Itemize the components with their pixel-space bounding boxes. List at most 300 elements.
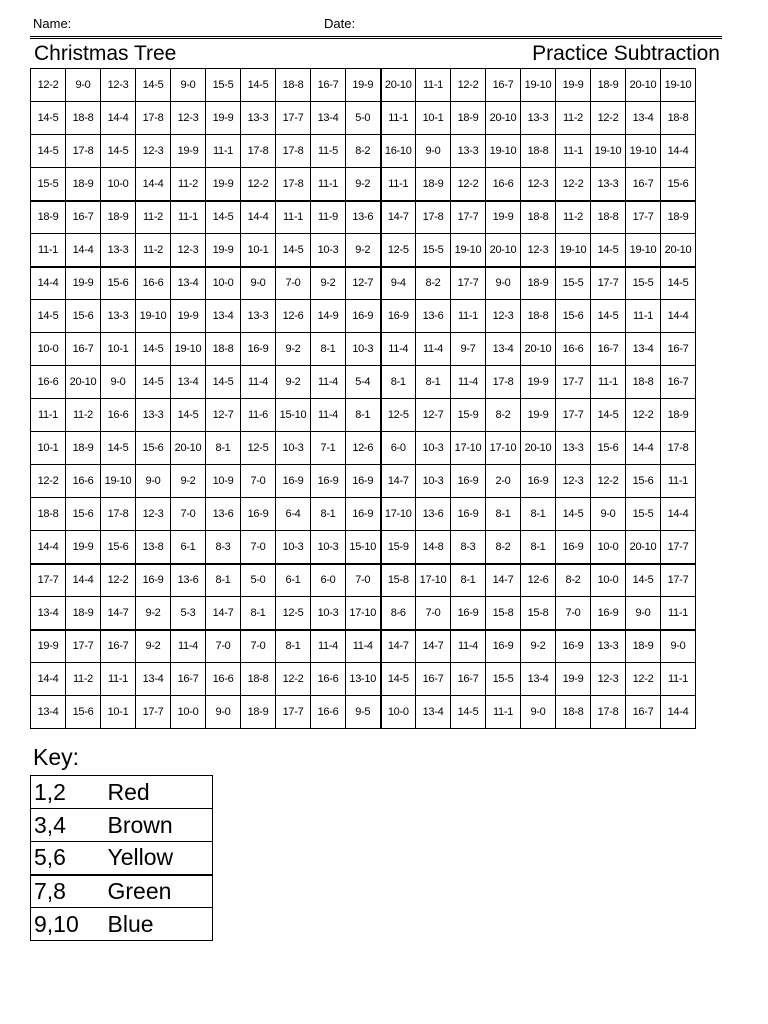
problem-cell[interactable]: 16-6 xyxy=(66,465,101,498)
problem-cell[interactable]: 20-10 xyxy=(661,234,696,267)
problem-cell[interactable]: 8-1 xyxy=(206,432,241,465)
problem-cell[interactable]: 13-4 xyxy=(171,267,206,300)
problem-cell[interactable]: 11-4 xyxy=(416,333,451,366)
problem-cell[interactable]: 8-1 xyxy=(381,366,416,399)
problem-cell[interactable]: 13-8 xyxy=(136,531,171,564)
problem-cell[interactable]: 14-5 xyxy=(136,366,171,399)
problem-cell[interactable]: 9-2 xyxy=(276,333,311,366)
problem-cell[interactable]: 8-2 xyxy=(556,564,591,597)
problem-cell[interactable]: 8-1 xyxy=(416,366,451,399)
problem-cell[interactable]: 13-3 xyxy=(241,102,276,135)
problem-cell[interactable]: 15-6 xyxy=(101,531,136,564)
problem-cell[interactable]: 9-2 xyxy=(171,465,206,498)
problem-cell[interactable]: 7-0 xyxy=(206,630,241,663)
problem-cell[interactable]: 12-2 xyxy=(626,663,661,696)
problem-cell[interactable]: 13-4 xyxy=(521,663,556,696)
problem-cell[interactable]: 16-10 xyxy=(381,135,416,168)
problem-cell[interactable]: 11-4 xyxy=(381,333,416,366)
problem-cell[interactable]: 19-9 xyxy=(206,234,241,267)
problem-cell[interactable]: 16-7 xyxy=(661,366,696,399)
problem-cell[interactable]: 15-10 xyxy=(276,399,311,432)
problem-cell[interactable]: 16-6 xyxy=(311,663,346,696)
problem-cell[interactable]: 12-7 xyxy=(206,399,241,432)
problem-cell[interactable]: 16-7 xyxy=(451,663,486,696)
problem-cell[interactable]: 14-4 xyxy=(661,696,696,729)
problem-cell[interactable]: 8-1 xyxy=(346,399,381,432)
problem-cell[interactable]: 9-4 xyxy=(381,267,416,300)
problem-cell[interactable]: 15-5 xyxy=(31,168,66,201)
problem-cell[interactable]: 14-5 xyxy=(31,300,66,333)
problem-cell[interactable]: 14-7 xyxy=(381,201,416,234)
problem-cell[interactable]: 11-1 xyxy=(31,399,66,432)
problem-cell[interactable]: 16-9 xyxy=(241,498,276,531)
problem-cell[interactable]: 14-5 xyxy=(31,135,66,168)
problem-cell[interactable]: 7-0 xyxy=(556,597,591,630)
problem-cell[interactable]: 13-4 xyxy=(486,333,521,366)
problem-cell[interactable]: 14-4 xyxy=(31,531,66,564)
problem-cell[interactable]: 17-8 xyxy=(276,168,311,201)
problem-cell[interactable]: 19-10 xyxy=(451,234,486,267)
problem-cell[interactable]: 14-5 xyxy=(136,69,171,102)
problem-cell[interactable]: 8-1 xyxy=(206,564,241,597)
problem-cell[interactable]: 9-0 xyxy=(521,696,556,729)
problem-cell[interactable]: 14-5 xyxy=(206,366,241,399)
problem-cell[interactable]: 14-5 xyxy=(556,498,591,531)
problem-cell[interactable]: 14-4 xyxy=(66,564,101,597)
problem-cell[interactable]: 12-5 xyxy=(241,432,276,465)
problem-cell[interactable]: 18-8 xyxy=(521,135,556,168)
problem-cell[interactable]: 17-7 xyxy=(661,564,696,597)
problem-cell[interactable]: 19-9 xyxy=(486,201,521,234)
problem-cell[interactable]: 9-2 xyxy=(311,267,346,300)
problem-cell[interactable]: 17-7 xyxy=(31,564,66,597)
problem-cell[interactable]: 16-7 xyxy=(626,696,661,729)
problem-cell[interactable]: 14-7 xyxy=(486,564,521,597)
problem-cell[interactable]: 12-2 xyxy=(556,168,591,201)
problem-cell[interactable]: 11-1 xyxy=(661,597,696,630)
problem-cell[interactable]: 20-10 xyxy=(381,69,416,102)
problem-cell[interactable]: 19-9 xyxy=(206,168,241,201)
problem-cell[interactable]: 11-2 xyxy=(171,168,206,201)
problem-cell[interactable]: 17-8 xyxy=(241,135,276,168)
problem-cell[interactable]: 12-5 xyxy=(381,234,416,267)
problem-cell[interactable]: 7-0 xyxy=(171,498,206,531)
problem-cell[interactable]: 11-1 xyxy=(661,663,696,696)
problem-cell[interactable]: 11-1 xyxy=(451,300,486,333)
problem-cell[interactable]: 10-3 xyxy=(416,432,451,465)
problem-cell[interactable]: 13-4 xyxy=(136,663,171,696)
problem-cell[interactable]: 17-7 xyxy=(66,630,101,663)
problem-cell[interactable]: 14-5 xyxy=(101,135,136,168)
problem-cell[interactable]: 18-8 xyxy=(66,102,101,135)
problem-cell[interactable]: 18-9 xyxy=(591,69,626,102)
problem-cell[interactable]: 14-7 xyxy=(381,465,416,498)
problem-cell[interactable]: 10-1 xyxy=(416,102,451,135)
problem-cell[interactable]: 9-2 xyxy=(136,597,171,630)
problem-cell[interactable]: 11-1 xyxy=(591,366,626,399)
problem-cell[interactable]: 13-6 xyxy=(346,201,381,234)
problem-cell[interactable]: 12-2 xyxy=(626,399,661,432)
problem-cell[interactable]: 14-5 xyxy=(171,399,206,432)
problem-cell[interactable]: 10-3 xyxy=(276,432,311,465)
problem-cell[interactable]: 10-0 xyxy=(31,333,66,366)
problem-cell[interactable]: 13-4 xyxy=(626,102,661,135)
problem-cell[interactable]: 11-1 xyxy=(101,663,136,696)
problem-cell[interactable]: 18-8 xyxy=(521,300,556,333)
problem-cell[interactable]: 13-3 xyxy=(101,234,136,267)
problem-cell[interactable]: 10-0 xyxy=(206,267,241,300)
problem-cell[interactable]: 13-4 xyxy=(311,102,346,135)
problem-cell[interactable]: 7-0 xyxy=(276,267,311,300)
problem-cell[interactable]: 16-7 xyxy=(101,630,136,663)
problem-cell[interactable]: 15-6 xyxy=(556,300,591,333)
problem-cell[interactable]: 13-3 xyxy=(101,300,136,333)
problem-cell[interactable]: 12-3 xyxy=(136,135,171,168)
problem-cell[interactable]: 14-8 xyxy=(416,531,451,564)
problem-cell[interactable]: 16-9 xyxy=(486,630,521,663)
problem-cell[interactable]: 12-3 xyxy=(521,234,556,267)
problem-cell[interactable]: 17-7 xyxy=(276,102,311,135)
problem-cell[interactable]: 19-9 xyxy=(66,267,101,300)
problem-cell[interactable]: 16-6 xyxy=(556,333,591,366)
problem-cell[interactable]: 13-6 xyxy=(416,498,451,531)
problem-cell[interactable]: 13-4 xyxy=(31,696,66,729)
problem-cell[interactable]: 11-9 xyxy=(311,201,346,234)
problem-cell[interactable]: 16-6 xyxy=(31,366,66,399)
problem-cell[interactable]: 19-9 xyxy=(206,102,241,135)
problem-cell[interactable]: 10-0 xyxy=(101,168,136,201)
problem-cell[interactable]: 15-10 xyxy=(346,531,381,564)
problem-cell[interactable]: 20-10 xyxy=(626,531,661,564)
problem-cell[interactable]: 11-1 xyxy=(171,201,206,234)
problem-cell[interactable]: 16-9 xyxy=(346,465,381,498)
problem-cell[interactable]: 9-0 xyxy=(591,498,626,531)
problem-cell[interactable]: 18-8 xyxy=(591,201,626,234)
problem-cell[interactable]: 9-5 xyxy=(346,696,381,729)
problem-cell[interactable]: 17-8 xyxy=(136,102,171,135)
problem-cell[interactable]: 18-8 xyxy=(661,102,696,135)
problem-cell[interactable]: 10-3 xyxy=(416,465,451,498)
problem-cell[interactable]: 14-7 xyxy=(416,630,451,663)
problem-cell[interactable]: 16-9 xyxy=(451,597,486,630)
problem-cell[interactable]: 10-0 xyxy=(591,531,626,564)
problem-cell[interactable]: 18-8 xyxy=(276,69,311,102)
problem-cell[interactable]: 19-10 xyxy=(626,135,661,168)
problem-cell[interactable]: 10-3 xyxy=(346,333,381,366)
problem-cell[interactable]: 12-2 xyxy=(591,465,626,498)
problem-cell[interactable]: 11-4 xyxy=(311,366,346,399)
problem-cell[interactable]: 19-9 xyxy=(171,135,206,168)
problem-cell[interactable]: 20-10 xyxy=(486,102,521,135)
problem-cell[interactable]: 10-9 xyxy=(206,465,241,498)
problem-cell[interactable]: 14-5 xyxy=(591,300,626,333)
problem-cell[interactable]: 9-0 xyxy=(101,366,136,399)
problem-cell[interactable]: 16-7 xyxy=(661,333,696,366)
problem-cell[interactable]: 17-7 xyxy=(451,267,486,300)
problem-cell[interactable]: 14-5 xyxy=(591,399,626,432)
problem-cell[interactable]: 14-5 xyxy=(381,663,416,696)
problem-cell[interactable]: 14-5 xyxy=(591,234,626,267)
problem-cell[interactable]: 11-6 xyxy=(241,399,276,432)
problem-cell[interactable]: 13-3 xyxy=(521,102,556,135)
problem-cell[interactable]: 13-3 xyxy=(241,300,276,333)
problem-cell[interactable]: 14-4 xyxy=(31,663,66,696)
problem-cell[interactable]: 6-4 xyxy=(276,498,311,531)
problem-cell[interactable]: 12-5 xyxy=(381,399,416,432)
problem-cell[interactable]: 17-8 xyxy=(66,135,101,168)
problem-cell[interactable]: 11-5 xyxy=(311,135,346,168)
problem-cell[interactable]: 12-3 xyxy=(521,168,556,201)
problem-cell[interactable]: 10-1 xyxy=(101,333,136,366)
problem-cell[interactable]: 10-0 xyxy=(381,696,416,729)
problem-cell[interactable]: 15-6 xyxy=(661,168,696,201)
problem-cell[interactable]: 11-4 xyxy=(311,630,346,663)
problem-cell[interactable]: 18-9 xyxy=(101,201,136,234)
problem-cell[interactable]: 19-10 xyxy=(136,300,171,333)
problem-cell[interactable]: 11-2 xyxy=(556,201,591,234)
problem-cell[interactable]: 17-7 xyxy=(591,267,626,300)
problem-cell[interactable]: 14-4 xyxy=(626,432,661,465)
problem-cell[interactable]: 9-2 xyxy=(521,630,556,663)
problem-cell[interactable]: 16-9 xyxy=(556,531,591,564)
problem-cell[interactable]: 16-7 xyxy=(591,333,626,366)
problem-cell[interactable]: 13-4 xyxy=(626,333,661,366)
problem-cell[interactable]: 8-1 xyxy=(486,498,521,531)
problem-cell[interactable]: 6-1 xyxy=(276,564,311,597)
problem-cell[interactable]: 15-5 xyxy=(626,498,661,531)
problem-cell[interactable]: 13-3 xyxy=(556,432,591,465)
problem-cell[interactable]: 16-7 xyxy=(66,201,101,234)
problem-cell[interactable]: 8-1 xyxy=(521,531,556,564)
problem-cell[interactable]: 16-9 xyxy=(276,465,311,498)
problem-cell[interactable]: 17-8 xyxy=(416,201,451,234)
problem-cell[interactable]: 12-6 xyxy=(346,432,381,465)
problem-cell[interactable]: 10-3 xyxy=(311,234,346,267)
problem-cell[interactable]: 7-0 xyxy=(241,465,276,498)
problem-cell[interactable]: 8-1 xyxy=(276,630,311,663)
problem-cell[interactable]: 14-5 xyxy=(451,696,486,729)
problem-cell[interactable]: 17-7 xyxy=(451,201,486,234)
problem-cell[interactable]: 11-1 xyxy=(556,135,591,168)
problem-cell[interactable]: 5-3 xyxy=(171,597,206,630)
problem-cell[interactable]: 12-6 xyxy=(521,564,556,597)
problem-cell[interactable]: 8-2 xyxy=(416,267,451,300)
problem-cell[interactable]: 11-2 xyxy=(66,399,101,432)
problem-cell[interactable]: 11-1 xyxy=(276,201,311,234)
problem-cell[interactable]: 13-3 xyxy=(136,399,171,432)
problem-cell[interactable]: 18-9 xyxy=(521,267,556,300)
problem-cell[interactable]: 10-1 xyxy=(241,234,276,267)
problem-cell[interactable]: 11-1 xyxy=(381,102,416,135)
problem-cell[interactable]: 12-3 xyxy=(171,102,206,135)
problem-cell[interactable]: 9-0 xyxy=(206,696,241,729)
problem-cell[interactable]: 15-8 xyxy=(521,597,556,630)
problem-cell[interactable]: 10-3 xyxy=(276,531,311,564)
problem-cell[interactable]: 14-5 xyxy=(241,69,276,102)
problem-cell[interactable]: 17-7 xyxy=(136,696,171,729)
problem-cell[interactable]: 18-8 xyxy=(206,333,241,366)
problem-cell[interactable]: 11-4 xyxy=(451,366,486,399)
problem-cell[interactable]: 13-4 xyxy=(416,696,451,729)
problem-cell[interactable]: 11-2 xyxy=(136,201,171,234)
problem-cell[interactable]: 8-2 xyxy=(486,399,521,432)
problem-cell[interactable]: 18-9 xyxy=(626,630,661,663)
problem-cell[interactable]: 13-3 xyxy=(591,168,626,201)
problem-cell[interactable]: 20-10 xyxy=(626,69,661,102)
problem-cell[interactable]: 13-4 xyxy=(31,597,66,630)
problem-cell[interactable]: 9-7 xyxy=(451,333,486,366)
problem-cell[interactable]: 11-1 xyxy=(31,234,66,267)
problem-cell[interactable]: 9-0 xyxy=(416,135,451,168)
problem-cell[interactable]: 14-4 xyxy=(661,300,696,333)
problem-cell[interactable]: 7-0 xyxy=(241,531,276,564)
problem-cell[interactable]: 20-10 xyxy=(521,432,556,465)
problem-cell[interactable]: 15-6 xyxy=(66,696,101,729)
problem-cell[interactable]: 9-0 xyxy=(661,630,696,663)
problem-cell[interactable]: 17-7 xyxy=(556,366,591,399)
problem-cell[interactable]: 9-0 xyxy=(66,69,101,102)
problem-cell[interactable]: 12-2 xyxy=(451,168,486,201)
problem-cell[interactable]: 17-8 xyxy=(276,135,311,168)
problem-cell[interactable]: 16-9 xyxy=(346,498,381,531)
problem-cell[interactable]: 12-2 xyxy=(101,564,136,597)
problem-cell[interactable]: 16-6 xyxy=(101,399,136,432)
problem-cell[interactable]: 12-7 xyxy=(346,267,381,300)
problem-cell[interactable]: 19-10 xyxy=(171,333,206,366)
problem-cell[interactable]: 11-1 xyxy=(206,135,241,168)
problem-cell[interactable]: 14-7 xyxy=(381,630,416,663)
problem-cell[interactable]: 11-4 xyxy=(451,630,486,663)
problem-cell[interactable]: 5-0 xyxy=(346,102,381,135)
problem-cell[interactable]: 17-7 xyxy=(626,201,661,234)
problem-cell[interactable]: 18-8 xyxy=(31,498,66,531)
problem-cell[interactable]: 16-7 xyxy=(486,69,521,102)
problem-cell[interactable]: 19-10 xyxy=(486,135,521,168)
problem-cell[interactable]: 12-3 xyxy=(486,300,521,333)
problem-cell[interactable]: 13-6 xyxy=(416,300,451,333)
problem-cell[interactable]: 20-10 xyxy=(486,234,521,267)
problem-cell[interactable]: 11-4 xyxy=(171,630,206,663)
problem-cell[interactable]: 14-5 xyxy=(661,267,696,300)
problem-cell[interactable]: 18-8 xyxy=(556,696,591,729)
problem-cell[interactable]: 14-5 xyxy=(276,234,311,267)
problem-cell[interactable]: 19-9 xyxy=(521,399,556,432)
problem-cell[interactable]: 15-6 xyxy=(66,300,101,333)
problem-cell[interactable]: 11-1 xyxy=(311,168,346,201)
problem-cell[interactable]: 12-2 xyxy=(451,69,486,102)
problem-cell[interactable]: 16-9 xyxy=(591,597,626,630)
problem-cell[interactable]: 18-9 xyxy=(661,201,696,234)
problem-cell[interactable]: 15-5 xyxy=(486,663,521,696)
problem-cell[interactable]: 11-1 xyxy=(381,168,416,201)
problem-cell[interactable]: 11-1 xyxy=(486,696,521,729)
problem-cell[interactable]: 14-5 xyxy=(626,564,661,597)
problem-cell[interactable]: 7-0 xyxy=(346,564,381,597)
problem-cell[interactable]: 11-4 xyxy=(311,399,346,432)
problem-cell[interactable]: 16-6 xyxy=(206,663,241,696)
problem-cell[interactable]: 9-0 xyxy=(171,69,206,102)
problem-cell[interactable]: 17-10 xyxy=(381,498,416,531)
problem-cell[interactable]: 16-9 xyxy=(451,498,486,531)
problem-cell[interactable]: 15-8 xyxy=(486,597,521,630)
problem-cell[interactable]: 17-7 xyxy=(556,399,591,432)
problem-cell[interactable]: 19-9 xyxy=(521,366,556,399)
problem-cell[interactable]: 7-0 xyxy=(241,630,276,663)
problem-cell[interactable]: 16-9 xyxy=(381,300,416,333)
problem-cell[interactable]: 15-5 xyxy=(206,69,241,102)
problem-cell[interactable]: 14-4 xyxy=(661,135,696,168)
problem-cell[interactable]: 9-0 xyxy=(136,465,171,498)
problem-cell[interactable]: 13-10 xyxy=(346,663,381,696)
problem-cell[interactable]: 17-10 xyxy=(346,597,381,630)
problem-cell[interactable]: 16-7 xyxy=(311,69,346,102)
problem-cell[interactable]: 6-0 xyxy=(311,564,346,597)
problem-cell[interactable]: 8-1 xyxy=(521,498,556,531)
problem-cell[interactable]: 10-3 xyxy=(311,597,346,630)
problem-cell[interactable]: 14-7 xyxy=(101,597,136,630)
problem-cell[interactable]: 15-5 xyxy=(556,267,591,300)
problem-cell[interactable]: 19-9 xyxy=(556,69,591,102)
problem-cell[interactable]: 12-6 xyxy=(276,300,311,333)
problem-cell[interactable]: 5-4 xyxy=(346,366,381,399)
problem-cell[interactable]: 15-6 xyxy=(591,432,626,465)
problem-cell[interactable]: 15-8 xyxy=(381,564,416,597)
problem-cell[interactable]: 5-0 xyxy=(241,564,276,597)
problem-cell[interactable]: 16-7 xyxy=(66,333,101,366)
problem-cell[interactable]: 16-6 xyxy=(486,168,521,201)
problem-cell[interactable]: 14-4 xyxy=(661,498,696,531)
problem-cell[interactable]: 19-10 xyxy=(521,69,556,102)
problem-cell[interactable]: 14-5 xyxy=(206,201,241,234)
problem-cell[interactable]: 12-3 xyxy=(136,498,171,531)
problem-cell[interactable]: 13-3 xyxy=(451,135,486,168)
problem-cell[interactable]: 14-5 xyxy=(136,333,171,366)
problem-cell[interactable]: 16-6 xyxy=(311,696,346,729)
problem-cell[interactable]: 15-5 xyxy=(626,267,661,300)
problem-cell[interactable]: 15-6 xyxy=(136,432,171,465)
problem-cell[interactable]: 11-4 xyxy=(241,366,276,399)
problem-cell[interactable]: 2-0 xyxy=(486,465,521,498)
problem-cell[interactable]: 19-9 xyxy=(66,531,101,564)
problem-cell[interactable]: 16-9 xyxy=(136,564,171,597)
problem-cell[interactable]: 19-10 xyxy=(591,135,626,168)
problem-cell[interactable]: 15-6 xyxy=(101,267,136,300)
problem-cell[interactable]: 19-9 xyxy=(171,300,206,333)
problem-cell[interactable]: 12-7 xyxy=(416,399,451,432)
problem-cell[interactable]: 12-2 xyxy=(241,168,276,201)
problem-cell[interactable]: 18-9 xyxy=(31,201,66,234)
problem-cell[interactable]: 18-9 xyxy=(66,168,101,201)
problem-cell[interactable]: 19-9 xyxy=(346,69,381,102)
problem-cell[interactable]: 13-4 xyxy=(206,300,241,333)
problem-cell[interactable]: 15-9 xyxy=(451,399,486,432)
problem-cell[interactable]: 11-1 xyxy=(416,69,451,102)
problem-cell[interactable]: 17-7 xyxy=(276,696,311,729)
problem-cell[interactable]: 19-9 xyxy=(556,663,591,696)
problem-cell[interactable]: 15-9 xyxy=(381,531,416,564)
problem-cell[interactable]: 17-7 xyxy=(661,531,696,564)
problem-cell[interactable]: 14-7 xyxy=(206,597,241,630)
problem-cell[interactable]: 11-1 xyxy=(626,300,661,333)
problem-cell[interactable]: 12-3 xyxy=(171,234,206,267)
problem-cell[interactable]: 8-3 xyxy=(451,531,486,564)
problem-cell[interactable]: 8-2 xyxy=(346,135,381,168)
problem-cell[interactable]: 11-2 xyxy=(66,663,101,696)
problem-cell[interactable]: 10-0 xyxy=(591,564,626,597)
problem-cell[interactable]: 12-3 xyxy=(101,69,136,102)
problem-cell[interactable]: 14-5 xyxy=(31,102,66,135)
problem-cell[interactable]: 14-4 xyxy=(66,234,101,267)
